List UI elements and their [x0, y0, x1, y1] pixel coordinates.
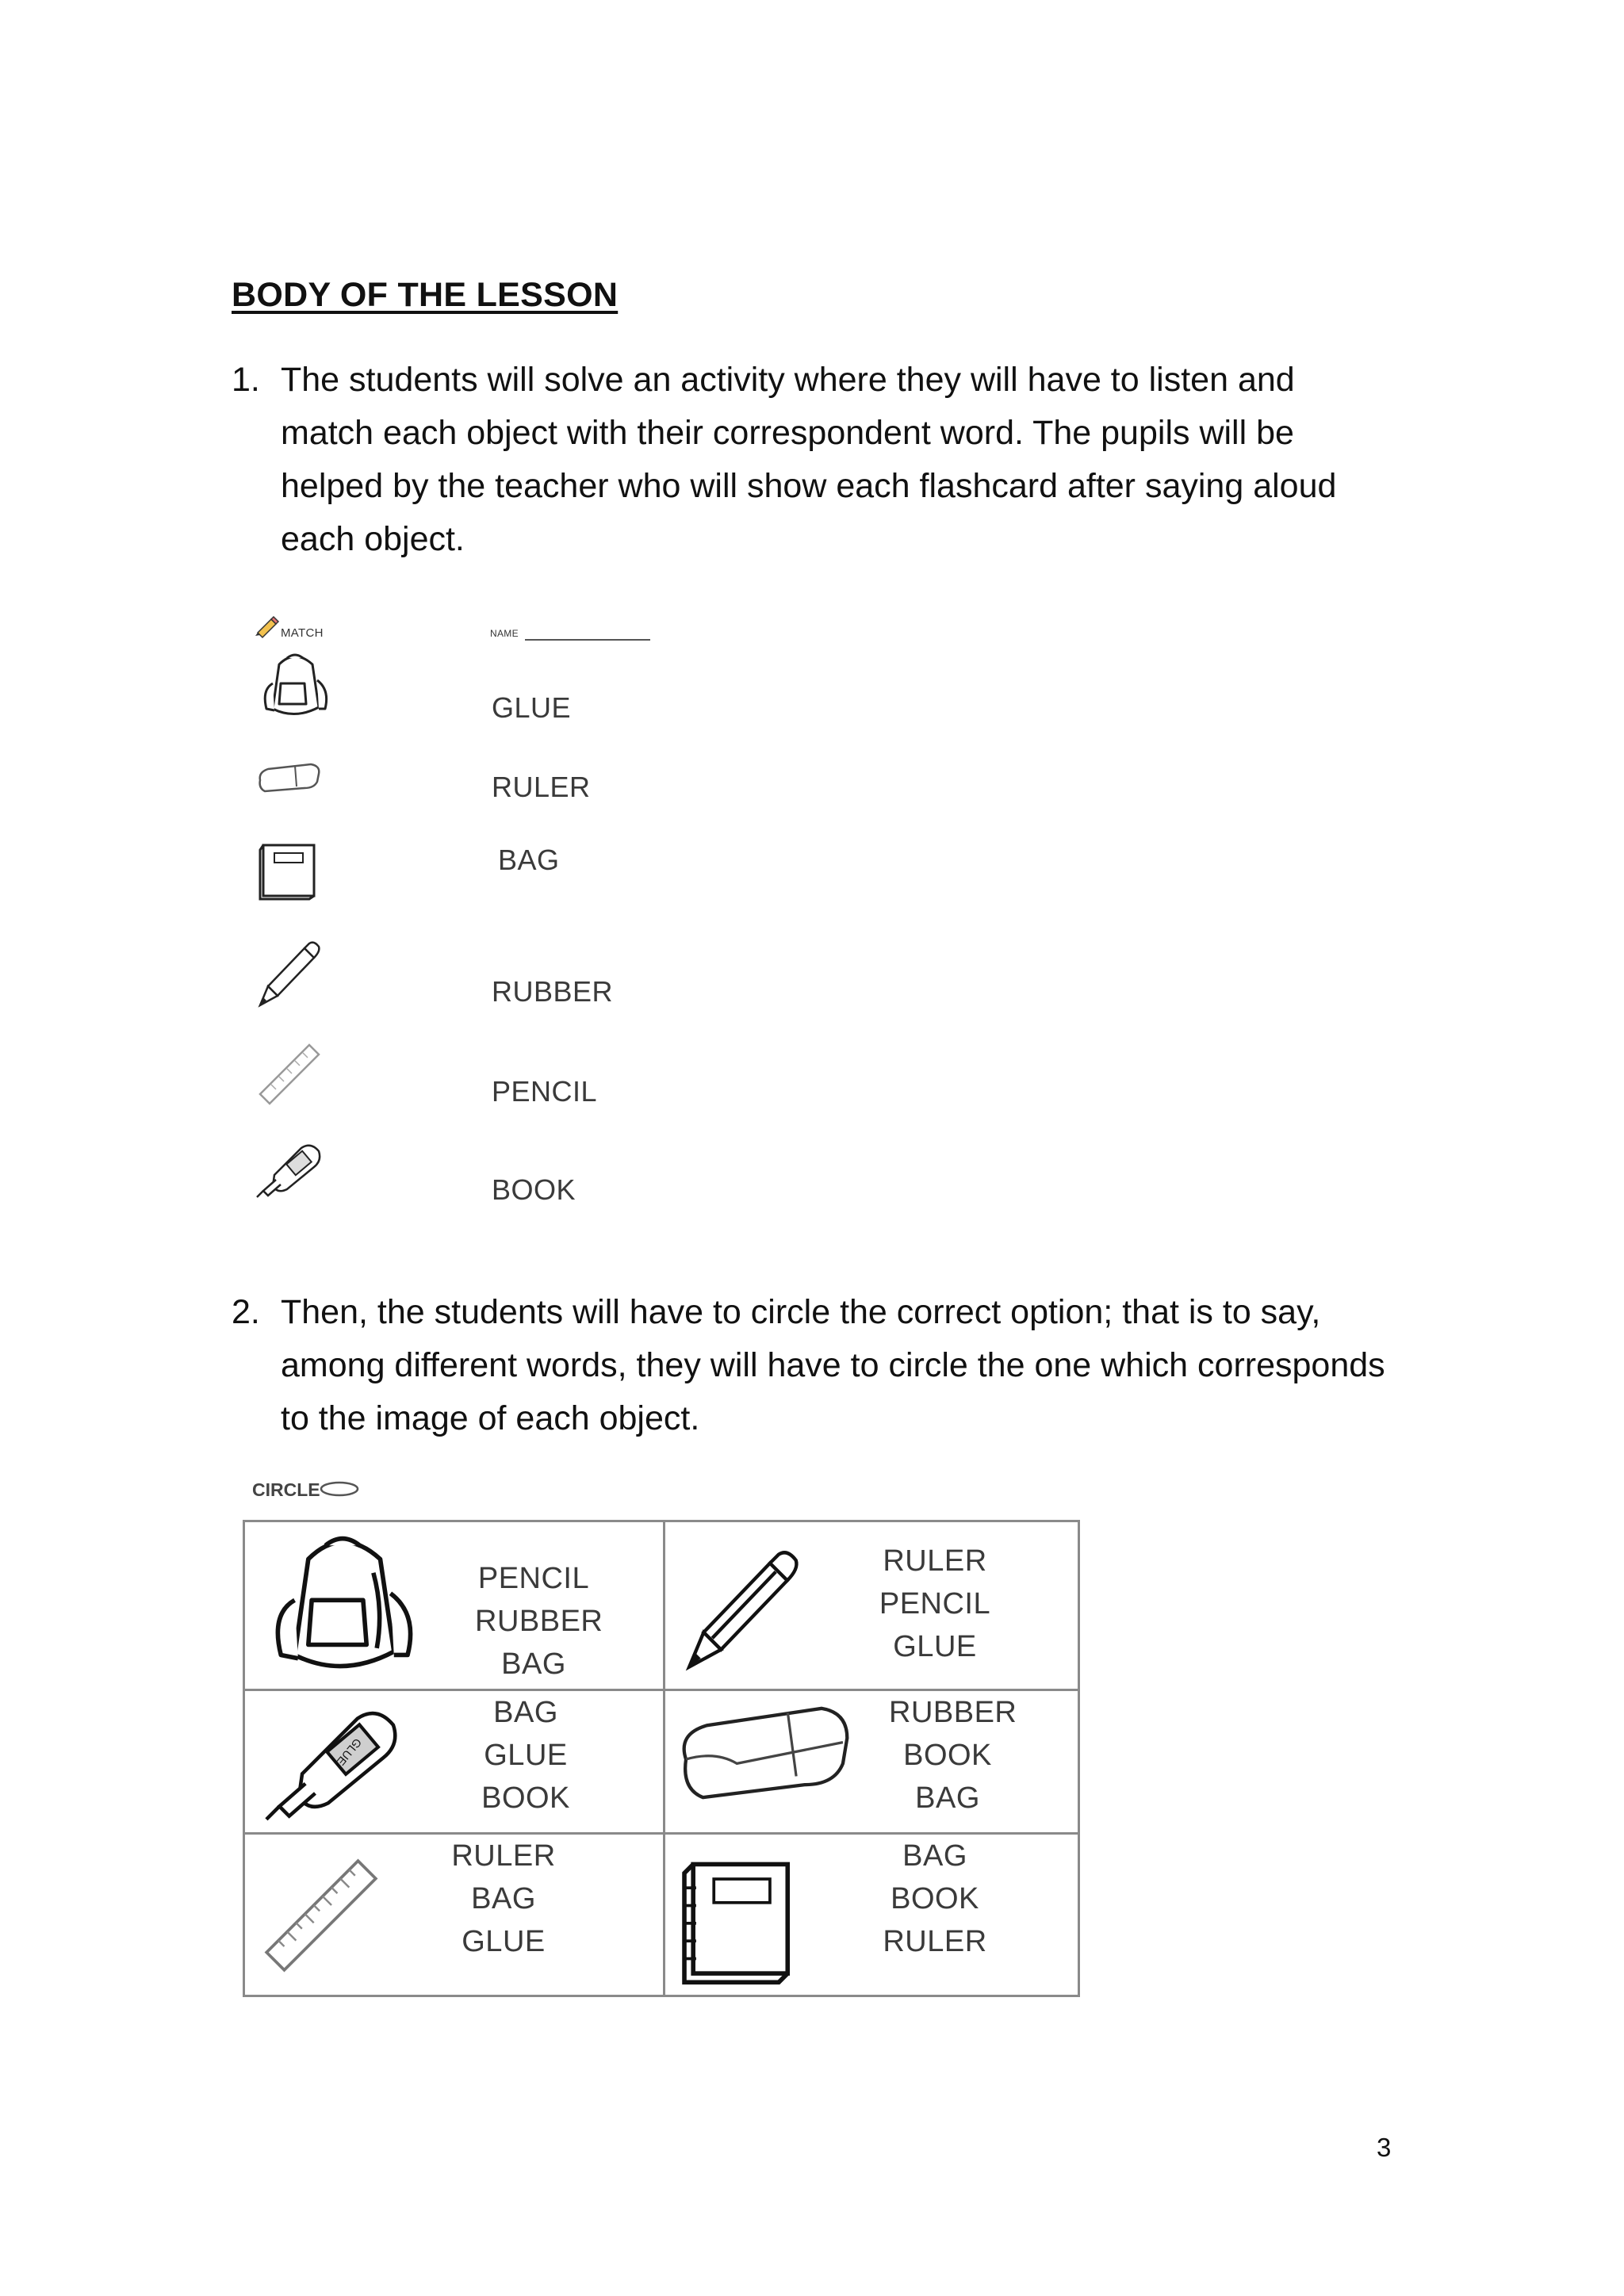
match-word: GLUE	[492, 691, 572, 724]
option-list	[889, 1691, 1017, 1820]
step-1-number: 1.	[232, 361, 260, 399]
table-cell	[665, 1835, 1078, 1995]
option-list	[445, 1835, 562, 1963]
option-word[interactable]: PENCIL	[879, 1587, 991, 1621]
backpack-icon	[261, 1532, 424, 1682]
step-1-text: The students will solve an activity where they will have to listen and match each object with their correspondent word. The pupils will be helped by the teacher who will show each flashcard after saying aloud each object.	[281, 361, 1337, 558]
option-word[interactable]: RULER	[451, 1839, 556, 1873]
option-word[interactable]: RUBBER	[475, 1605, 603, 1638]
match-word: BAG	[498, 844, 560, 876]
circle-title: CIRCLE	[252, 1479, 320, 1500]
option-word[interactable]: RULER	[883, 1925, 987, 1958]
table-cell	[245, 1691, 663, 1832]
oval-icon	[319, 1479, 360, 1498]
match-title: MATCH	[281, 626, 324, 640]
pencil-icon	[252, 937, 322, 1008]
step-1	[232, 354, 1389, 566]
table-cell	[245, 1835, 663, 1995]
circle-table	[243, 1520, 1080, 1997]
option-list	[467, 1691, 584, 1820]
pencil-small-icon	[255, 615, 279, 636]
table-cell	[245, 1522, 663, 1689]
table-cell	[665, 1691, 1078, 1832]
option-word[interactable]: GLUE	[484, 1739, 568, 1772]
option-word[interactable]: BOOK	[903, 1739, 992, 1772]
option-word[interactable]: PENCIL	[477, 1562, 590, 1595]
rubber-icon	[255, 761, 324, 796]
match-word: RULER	[492, 771, 591, 803]
option-word[interactable]: BAG	[902, 1839, 967, 1873]
option-word[interactable]: BOOK	[891, 1882, 979, 1915]
backpack-icon	[259, 652, 331, 721]
glue-icon	[256, 1699, 407, 1826]
option-word[interactable]: BAG	[471, 1882, 536, 1915]
rubber-icon	[673, 1699, 856, 1807]
name-line	[525, 639, 650, 641]
step-2-number: 2.	[232, 1293, 260, 1331]
step-2	[232, 1286, 1389, 1445]
name-label: NAME	[490, 628, 519, 639]
table-cell	[665, 1522, 1078, 1689]
option-word[interactable]: GLUE	[893, 1630, 977, 1663]
step-2-text: Then, the students will have to circle the correct option; that is to say, among different words, they will have to circle the one which corresponds to the image of each object.	[281, 1293, 1385, 1437]
book-icon	[257, 840, 320, 901]
option-list	[475, 1557, 603, 1686]
option-word[interactable]: BOOK	[481, 1781, 570, 1815]
option-word[interactable]: BAG	[501, 1647, 566, 1681]
option-word[interactable]: BAG	[915, 1781, 980, 1815]
section-heading: BODY OF THE LESSON	[232, 276, 619, 314]
option-list	[876, 1835, 994, 1963]
option-word[interactable]: RULER	[883, 1544, 987, 1578]
option-list	[876, 1540, 994, 1668]
match-word: RUBBER	[492, 975, 614, 1008]
page-number: 3	[1377, 2133, 1392, 2162]
ruler-icon	[258, 1852, 385, 1979]
pencil-icon	[675, 1538, 802, 1678]
notebook-icon	[678, 1858, 797, 1985]
option-word[interactable]: GLUE	[462, 1925, 546, 1958]
option-word[interactable]: RUBBER	[889, 1696, 1017, 1729]
glue-bottle-label: GLUE	[334, 1735, 364, 1768]
ruler-icon	[255, 1040, 324, 1108]
match-word: BOOK	[492, 1173, 576, 1206]
match-word: PENCIL	[492, 1075, 598, 1108]
glue-icon	[252, 1138, 325, 1200]
option-word[interactable]: BAG	[493, 1696, 558, 1729]
